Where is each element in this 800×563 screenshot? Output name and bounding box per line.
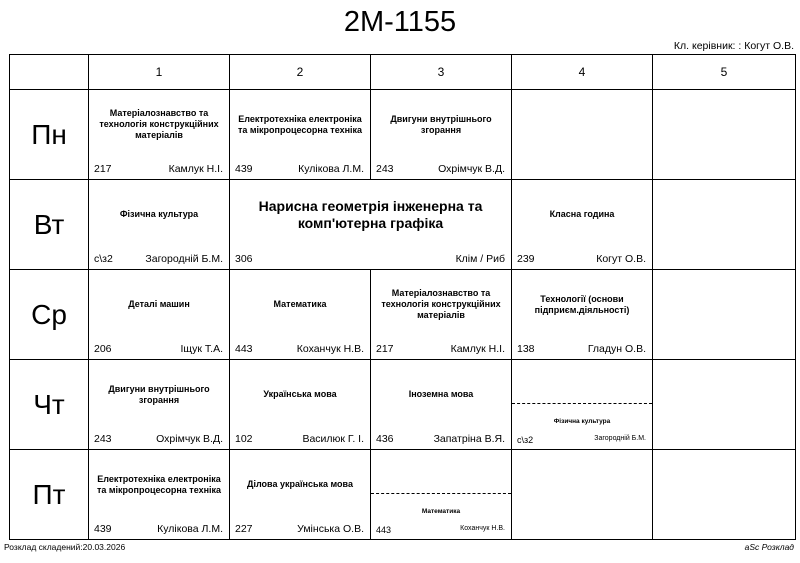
split-empty-half [371, 450, 511, 494]
day-label: Пн [10, 90, 89, 180]
footer-app-name: aSc Розклад [744, 542, 794, 552]
lesson-subject: Електротехніка електроніка та мікропроцесорна техніка [237, 113, 363, 135]
lesson-cell [89, 180, 230, 270]
lesson-room: с\з2 [517, 435, 534, 445]
lesson-room: 306 [235, 253, 253, 265]
day-row-tue [10, 180, 796, 270]
lesson-subject: Нарисна геометрія інженерна та комп'ютерна графіка [258, 197, 483, 231]
lesson-room: 443 [376, 525, 392, 535]
period-header: 2 [230, 55, 371, 90]
lesson-cell [512, 270, 653, 360]
lesson-teacher: Коханчук Н.В. [460, 525, 505, 532]
lesson-room: 217 [376, 343, 394, 355]
lesson-teacher: Камлук Н.І. [450, 343, 505, 355]
lesson-room: 243 [94, 433, 112, 445]
lesson-room: 439 [94, 523, 112, 535]
lesson-cell [89, 270, 230, 360]
lesson-room: 439 [235, 163, 253, 175]
lesson-cell [371, 90, 512, 180]
period-header: 4 [512, 55, 653, 90]
lesson-teacher: Загородній Б.М. [145, 253, 223, 265]
timetable [9, 54, 796, 540]
lesson-room: 227 [235, 523, 253, 535]
lesson-room: 443 [235, 343, 253, 355]
lesson-subject: Ділова українська мова [247, 479, 353, 489]
lesson-cell [230, 360, 371, 450]
empty-cell [653, 180, 796, 270]
period-header: 3 [371, 55, 512, 90]
lesson-cell-double [230, 180, 512, 270]
lesson-cell [230, 450, 371, 540]
split-empty-half [512, 360, 652, 404]
split-lesson-cell [512, 360, 653, 450]
lesson-subject: Іноземна мова [408, 389, 474, 399]
lesson-cell [371, 360, 512, 450]
lesson-subject: Фізична культура [553, 418, 611, 425]
corner-cell [10, 55, 89, 90]
lesson-subject: Класна година [549, 209, 615, 219]
empty-cell [653, 90, 796, 180]
footer-created-date: Розклад складений:20.03.2026 [4, 542, 126, 552]
lesson-teacher: Василюк Г. І. [302, 433, 364, 445]
lesson-room: 217 [94, 163, 112, 175]
day-row-mon [10, 90, 796, 180]
day-label: Чт [10, 360, 89, 450]
lesson-teacher: Клім / Риб [455, 253, 505, 265]
lesson-teacher: Гладун О.В. [587, 343, 646, 355]
lesson-room: 436 [376, 433, 394, 445]
lesson-teacher: Камлук Н.І. [168, 163, 223, 175]
lesson-subject: Математика [273, 299, 327, 309]
day-label: Ср [10, 270, 89, 360]
lesson-subject: Технології (основи підприєм.діяльності) [534, 293, 630, 315]
lesson-cell [89, 450, 230, 540]
lesson-subject: Матеріалознавство та технологія конструкційних матеріалів [99, 108, 219, 140]
split-lesson-half [371, 494, 511, 539]
lesson-cell [89, 360, 230, 450]
day-row-thu [10, 360, 796, 450]
lesson-subject: Двигуни внутрішнього згорання [390, 113, 492, 135]
lesson-cell [371, 270, 512, 360]
lesson-subject: Матеріалознавство та технологія конструкційних матеріалів [381, 288, 501, 320]
lesson-subject: Деталі машин [128, 299, 190, 309]
lesson-teacher: Загородній Б.М. [594, 435, 646, 442]
empty-cell [512, 450, 653, 540]
day-row-fri [10, 450, 796, 540]
lesson-teacher: Когут О.В. [596, 253, 646, 265]
lesson-room: с\з2 [94, 253, 113, 265]
lesson-subject: Фізична культура [119, 209, 199, 219]
period-header-row [10, 55, 796, 90]
lesson-teacher: Коханчук Н.В. [296, 343, 364, 355]
class-teacher-label: Кл. керівник: : Когут О.В. [673, 40, 794, 52]
empty-cell [512, 90, 653, 180]
day-label: Вт [10, 180, 89, 270]
lesson-cell [230, 270, 371, 360]
lesson-subject: Математика [421, 508, 461, 515]
schedule-title: 2M-1155 [343, 6, 457, 38]
lesson-subject: Електротехніка електроніка та мікропроцесорна техніка [96, 473, 222, 495]
lesson-teacher: Кулікова Л.М. [157, 523, 223, 535]
period-header: 1 [89, 55, 230, 90]
empty-cell [653, 450, 796, 540]
day-label: Пт [10, 450, 89, 540]
empty-cell [653, 360, 796, 450]
lesson-teacher: Кулікова Л.М. [298, 163, 364, 175]
period-header: 5 [653, 55, 796, 90]
lesson-room: 206 [94, 343, 112, 355]
lesson-cell [89, 90, 230, 180]
lesson-room: 239 [517, 253, 535, 265]
lesson-room: 138 [517, 343, 535, 355]
lesson-subject: Українська мова [263, 389, 337, 399]
lesson-teacher: Охрімчук В.Д. [438, 163, 505, 175]
lesson-cell [230, 90, 371, 180]
lesson-room: 102 [235, 433, 253, 445]
lesson-teacher: Умінська О.В. [297, 523, 364, 535]
lesson-teacher: Охрімчук В.Д. [156, 433, 223, 445]
lesson-teacher: Іщук Т.А. [180, 343, 223, 355]
lesson-teacher: Запатріна В.Я. [433, 433, 505, 445]
lesson-room: 243 [376, 163, 394, 175]
split-lesson-half [512, 404, 652, 449]
day-row-wed [10, 270, 796, 360]
empty-cell [653, 270, 796, 360]
split-lesson-cell [371, 450, 512, 540]
lesson-cell [512, 180, 653, 270]
lesson-subject: Двигуни внутрішнього згорання [108, 383, 210, 405]
